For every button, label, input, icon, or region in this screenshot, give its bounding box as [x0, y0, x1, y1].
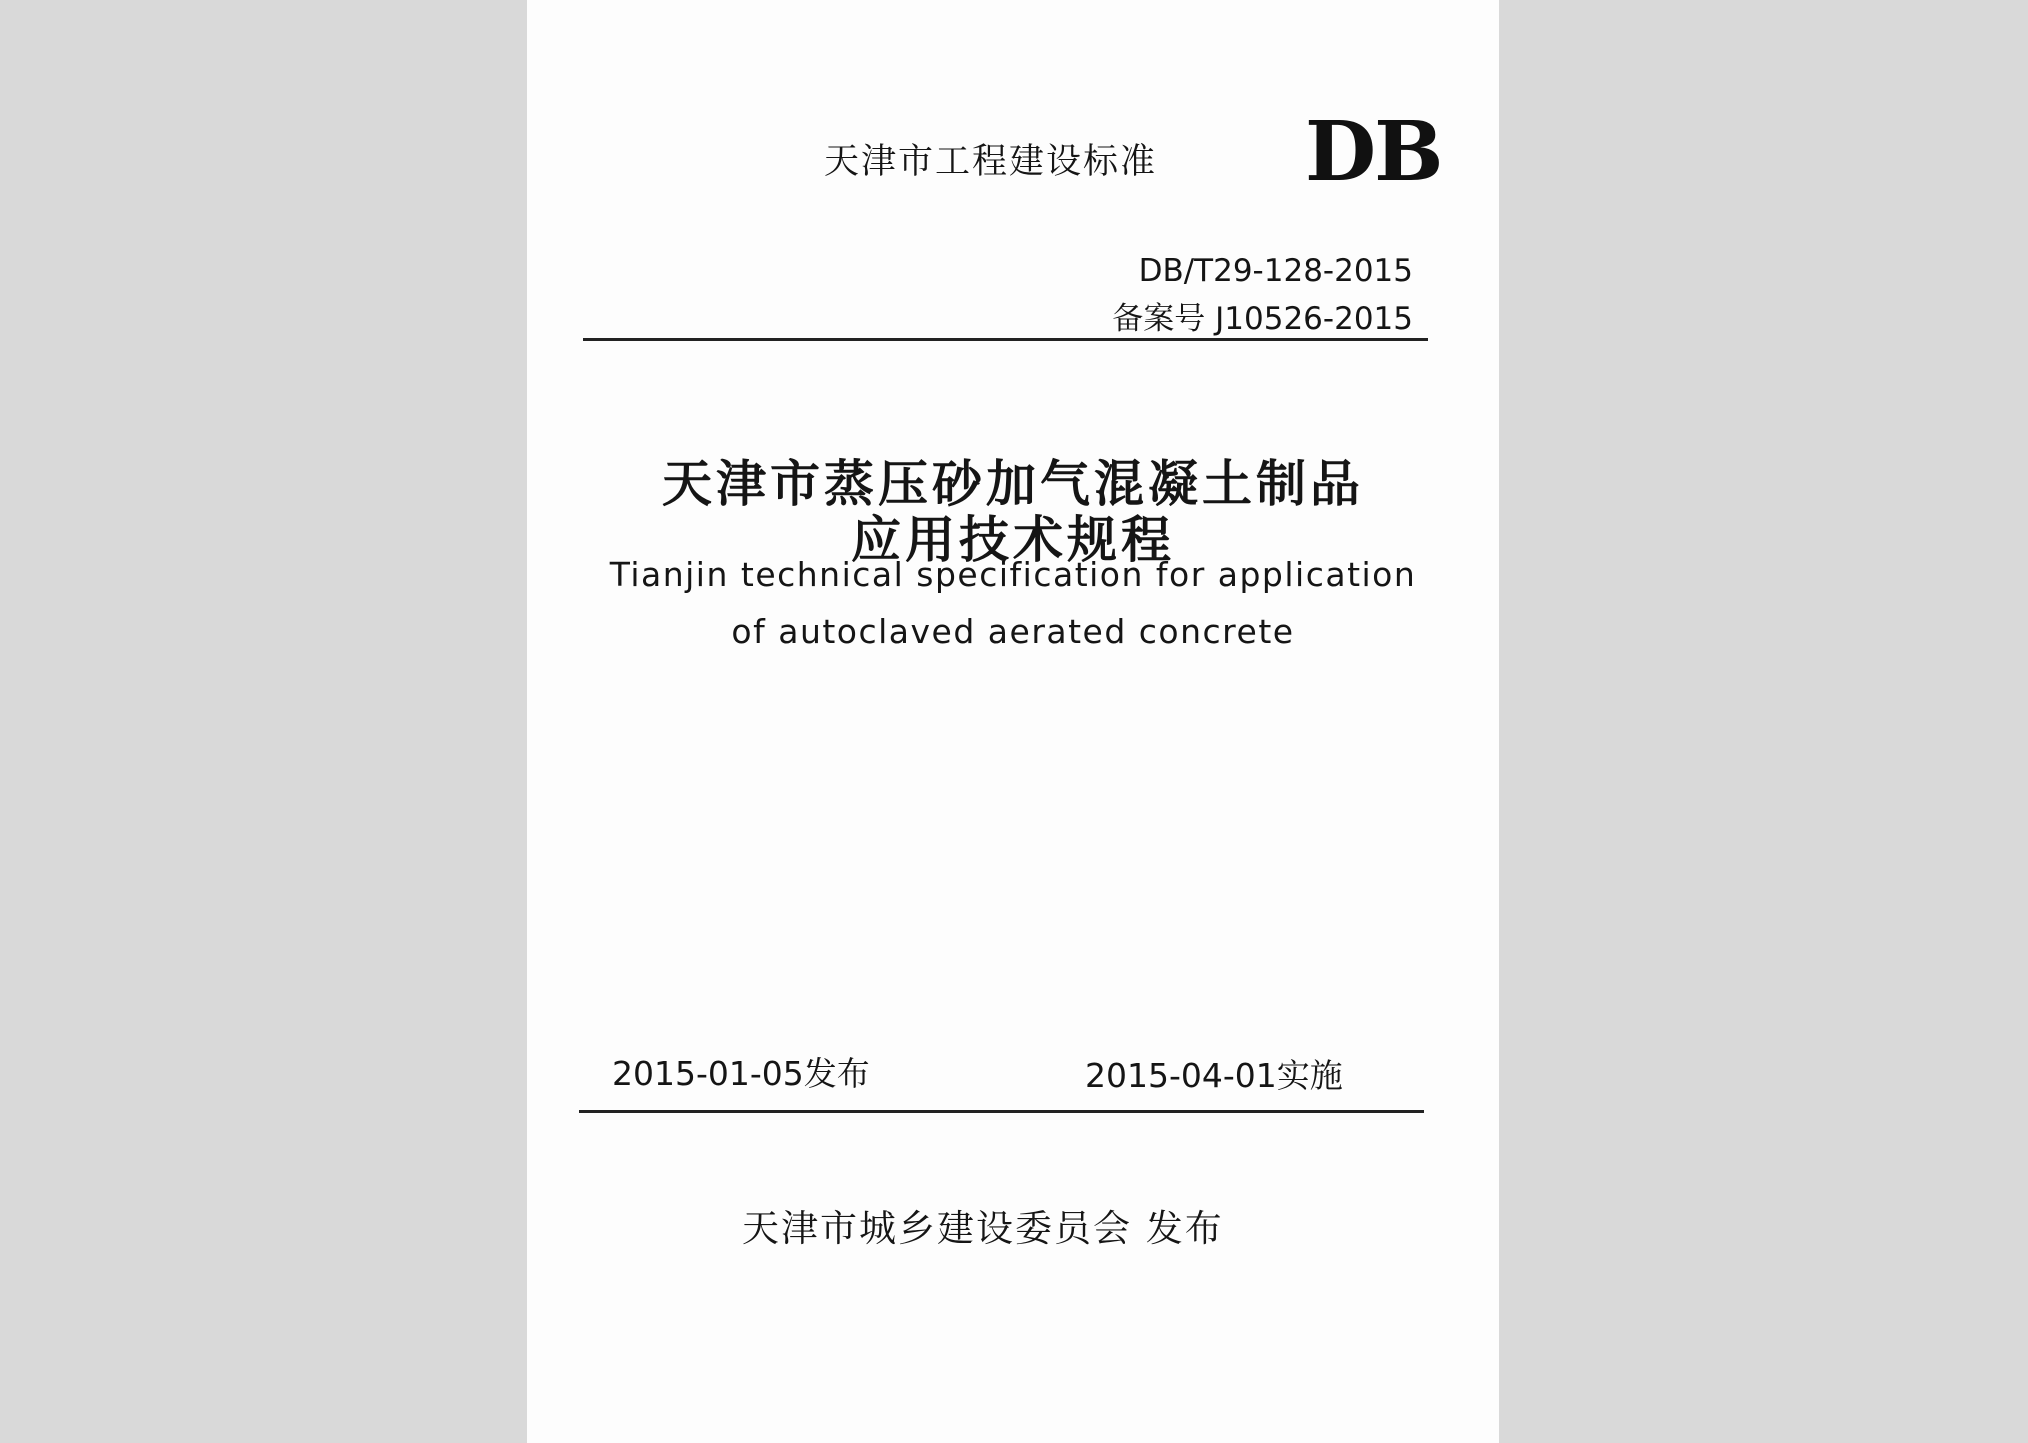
bottom-divider: [579, 1110, 1424, 1113]
title-cn-line-1: 天津市蒸压砂加气混凝土制品: [662, 455, 1364, 513]
implementation-date: 2015-04-01实施: [1085, 1056, 1343, 1095]
publisher: 天津市城乡建设委员会 发布: [742, 1207, 1224, 1250]
series-title: 天津市工程建设标准: [824, 142, 1158, 182]
document-cover-page: [527, 0, 1499, 1443]
title-en-line-1: Tianjin technical specification for application: [609, 555, 1417, 594]
db-standard-mark: DB: [1305, 104, 1442, 200]
title-en-line-2: of autoclaved aerated concrete: [731, 612, 1295, 651]
title-cn-line-2: 应用技术规程: [851, 511, 1175, 569]
filing-number: 备案号 J10526-2015: [1112, 301, 1413, 337]
top-divider: [583, 338, 1428, 341]
standard-number: DB/T29-128-2015: [1138, 253, 1413, 289]
issue-date: 2015-01-05发布: [612, 1054, 870, 1093]
